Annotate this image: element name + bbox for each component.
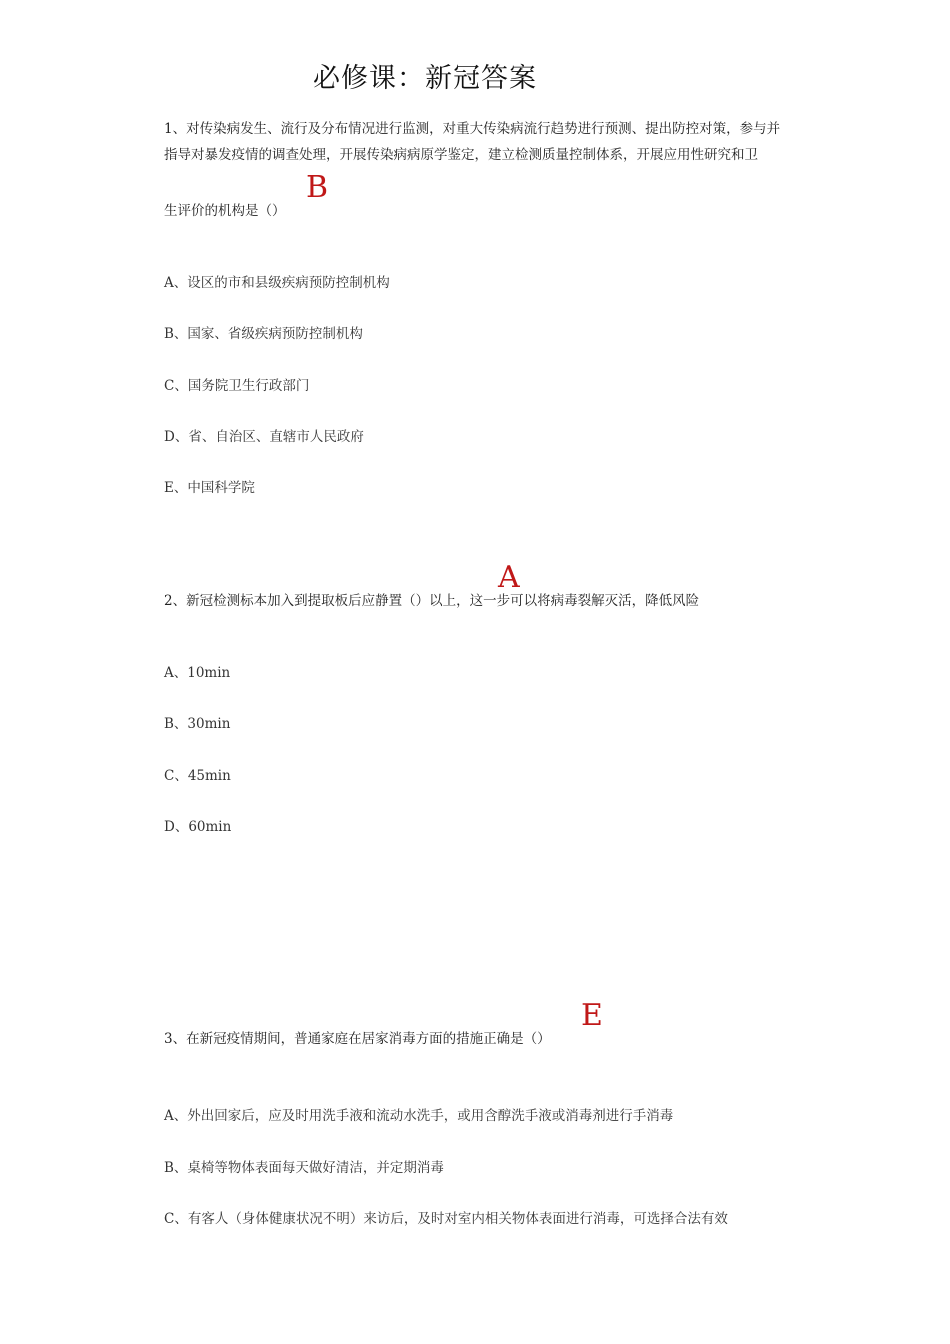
question-3-answer: E	[581, 998, 603, 1033]
question-2-line-1: 2、新冠检测标本加入到提取板后应静置（）以上，这一步可以将病毒裂解灭活，降低风险	[164, 593, 700, 609]
question-1-answer: B	[306, 170, 329, 205]
question-3-option-c: C、有客人（身体健康状况不明）来访后，及时对室内相关物体表面进行消毒，可选择合法有效	[164, 1211, 728, 1227]
question-1-option-c: C、国务院卫生行政部门	[164, 378, 310, 394]
question-2-answer: A	[498, 560, 520, 595]
question-2-option-b: B、30min	[164, 716, 231, 732]
question-3-option-a: A、外出回家后，应及时用洗手液和流动水洗手，或用含醇洗手液或消毒剂进行手消毒	[164, 1108, 674, 1124]
question-2-option-a: A、10min	[164, 665, 231, 681]
page-title: 必修课：新冠答案	[313, 63, 537, 94]
question-1-line-3: 生评价的机构是（）	[164, 203, 286, 219]
question-1-line-1: 1、对传染病发生、流行及分布情况进行监测，对重大传染病流行趋势进行预测、提出防控对策，参与并	[164, 121, 781, 137]
question-3-line-1: 3、在新冠疫情期间，普通家庭在居家消毒方面的措施正确是（）	[164, 1031, 551, 1047]
question-2-option-d: D、60min	[164, 819, 232, 835]
question-1-option-b: B、国家、省级疾病预防控制机构	[164, 326, 363, 342]
question-2-option-c: C、45min	[164, 768, 231, 784]
question-1-option-a: A、设区的市和县级疾病预防控制机构	[164, 275, 390, 291]
question-3-option-b: B、桌椅等物体表面每天做好清洁，并定期消毒	[164, 1160, 444, 1176]
question-1-option-e: E、中国科学院	[164, 480, 255, 496]
question-1-line-2: 指导对暴发疫情的调查处理，开展传染病病原学鉴定，建立检测质量控制体系，开展应用性研究和卫	[164, 147, 758, 163]
question-1-option-d: D、省、自治区、直辖市人民政府	[164, 429, 364, 445]
